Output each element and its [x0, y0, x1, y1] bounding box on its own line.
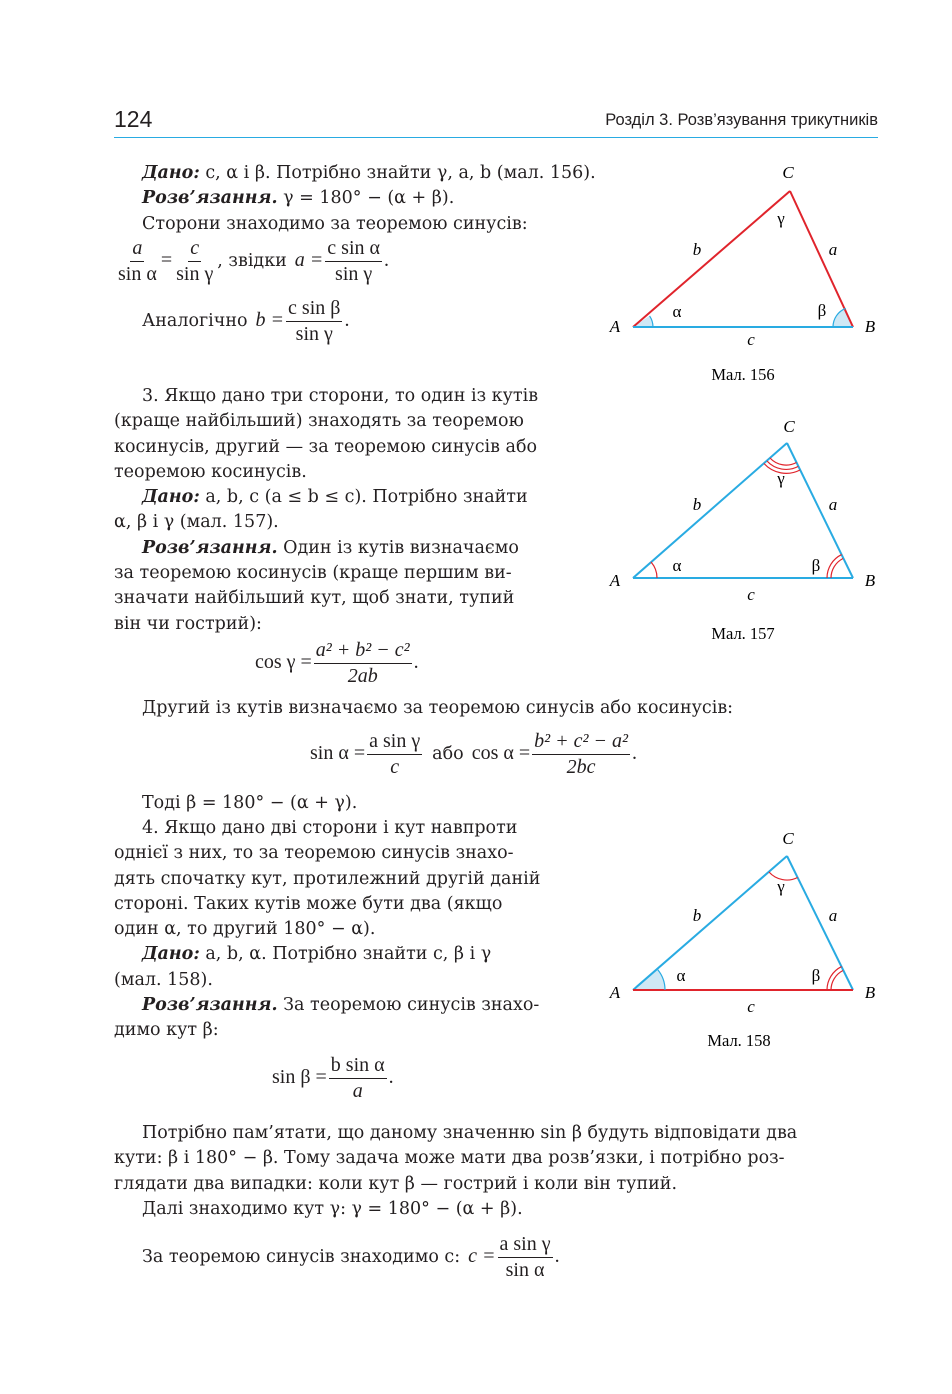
frac-den: sin γ	[295, 323, 333, 345]
solution-line-2	[114, 536, 538, 561]
solution-text: За теоремою синусів знахо-	[277, 995, 540, 1016]
frac-num: b sin α	[329, 1055, 387, 1079]
frac-den: sin γ	[335, 263, 373, 285]
text-line: кути: β і 180° − β. Тому задача може мати два розв’язки, і потрібно роз-	[114, 1148, 785, 1169]
lhs: sin α =	[310, 742, 366, 765]
given-line-1	[142, 161, 596, 186]
paragraph-remember	[114, 1121, 797, 1222]
or-text: або	[432, 744, 464, 765]
formula-sine-law	[114, 238, 389, 285]
given-line-2	[114, 485, 538, 510]
frac-den: 2ab	[347, 665, 378, 687]
solution-label: Розв’язання.	[142, 537, 278, 558]
side-b	[633, 191, 790, 327]
given-line-3	[114, 942, 540, 967]
beta-angle-fill	[833, 308, 853, 327]
lhs: cos γ =	[255, 651, 312, 674]
text-line: 4. Якщо дано дві сторони і кут навпроти	[142, 818, 518, 838]
solution-line-1	[142, 186, 454, 211]
formula-sin-beta	[272, 1055, 394, 1102]
caption-158: Мал. 158	[707, 1031, 771, 1050]
triangle-figure-156	[595, 155, 885, 395]
paragraph-4	[114, 816, 540, 1044]
beta-label: β	[817, 301, 827, 320]
side-a-label: a	[828, 495, 838, 514]
fraction	[116, 238, 159, 285]
side-b	[633, 856, 787, 990]
frac-num: a	[130, 238, 144, 262]
running-header: Розділ 3. Розв’язування трикутників	[605, 111, 878, 129]
side-c-label: c	[747, 585, 755, 604]
period: .	[388, 1066, 394, 1089]
text-line: (краще найбільший) знаходять за теоремою	[114, 411, 524, 432]
given-label: Дано:	[142, 944, 200, 965]
text-line: 3. Якщо дано три сторони, то один із кутів	[142, 386, 539, 406]
text-line: за теоремою косинусів (краще першим ви-	[114, 563, 512, 584]
text-line: Потрібно пам’ятати, що даному значенню sin β будуть відповідати два	[142, 1123, 798, 1143]
frac-den: sin α	[505, 1259, 545, 1281]
fraction	[367, 731, 422, 778]
frac-num: a sin γ	[498, 1234, 553, 1258]
side-b-label: b	[692, 906, 702, 925]
triangle-figure-158	[595, 820, 885, 1060]
fraction	[174, 238, 215, 285]
text-line: косинусів, другий — за теоремою синусів або	[114, 436, 538, 457]
gamma-label: γ	[777, 877, 785, 896]
page-number: 124	[114, 106, 153, 132]
solution-text: γ = 180° − (α + β).	[277, 188, 455, 208]
frac-den: 2bc	[566, 756, 596, 778]
vertex-a-label: A	[609, 317, 621, 336]
frac-num: c	[188, 238, 201, 262]
side-c-label: c	[747, 997, 755, 1016]
period: .	[554, 1245, 560, 1268]
side-c-label: c	[747, 330, 755, 349]
caption-157: Мал. 157	[711, 624, 775, 643]
fraction	[314, 640, 412, 687]
frac-den: c	[390, 756, 400, 778]
alpha-label: α	[672, 556, 682, 575]
frac-num: c sin β	[286, 298, 342, 322]
beta-label: β	[811, 966, 821, 985]
frac-den: a	[352, 1080, 363, 1102]
fraction	[325, 238, 382, 285]
vertex-a-label: A	[609, 571, 621, 590]
lhs: cos α =	[471, 742, 531, 765]
formula-cos-gamma	[255, 640, 419, 687]
lhs: a =	[294, 249, 324, 272]
given-text: a, b, c (a ≤ b ≤ c). Потрібно знайти	[199, 487, 528, 508]
solution-text: Один із кутів визначаємо	[277, 537, 519, 558]
text-line: один α, то другий 180° − α).	[114, 919, 376, 940]
alpha-arc	[651, 562, 657, 578]
text-line: Другий із кутів визначаємо за теоремою синусів або косинусів:	[142, 698, 734, 718]
equals: =	[160, 249, 173, 272]
text-line: дять спочатку кут, протилежний другій даній	[114, 868, 541, 889]
formula-sin-cos-alpha	[310, 731, 637, 778]
gamma-label: γ	[777, 469, 785, 488]
fraction	[498, 1234, 553, 1281]
solution-label: Розв’язання.	[142, 188, 278, 208]
gamma-arc-1	[770, 458, 797, 465]
frac-num: b² + c² − a²	[532, 731, 630, 755]
period: .	[631, 742, 637, 765]
frac-num: c sin α	[325, 238, 382, 262]
text-line: Далі знаходимо кут γ: γ = 180° − (α + β).	[142, 1198, 523, 1219]
frac-num: a² + b² − c²	[314, 640, 412, 664]
beta-label: β	[811, 556, 821, 575]
side-b-label: b	[692, 495, 702, 514]
paragraph-3	[114, 384, 538, 637]
text-line: α, β і γ (мал. 157).	[114, 512, 279, 533]
vertex-c-label: C	[783, 417, 795, 436]
text-line: димо кут β:	[114, 1020, 219, 1041]
vertex-c-label: C	[782, 829, 794, 848]
frac-den: sin γ	[176, 263, 214, 285]
text-line: теоремою косинусів.	[114, 461, 307, 482]
text-line: він чи гострий):	[114, 613, 262, 634]
text-line: Тоді β = 180° − (α + γ).	[142, 793, 358, 813]
solution-line-3	[114, 993, 540, 1018]
given-text: c, α і β. Потрібно знайти γ, a, b (мал. 156).	[199, 163, 596, 183]
analog-text: Аналогічно	[142, 311, 248, 332]
period: .	[384, 249, 389, 272]
vertex-b-label: B	[864, 317, 876, 336]
gamma-label: γ	[777, 209, 785, 228]
frac-den: sin α	[118, 263, 157, 285]
text-line: стороні. Таких кутів може бути два (якщо	[114, 893, 503, 914]
text-line: (мал. 158).	[114, 969, 213, 990]
period: .	[344, 309, 350, 332]
fraction	[286, 298, 342, 345]
side-a-label: a	[828, 906, 838, 925]
caption-156: Мал. 156	[711, 365, 775, 384]
lhs: b =	[255, 309, 285, 332]
given-label: Дано:	[142, 163, 200, 183]
vertex-b-label: B	[864, 571, 876, 590]
given-text: a, b, α. Потрібно знайти c, β і γ	[199, 944, 492, 965]
side-a-label: a	[828, 240, 838, 259]
frac-num: a sin γ	[367, 731, 422, 755]
text-line: глядати два випадки: коли кут β — гострий і коли він тупий.	[114, 1173, 678, 1194]
fraction	[329, 1055, 387, 1102]
text-line: значати найбільший кут, щоб знати, тупий	[114, 588, 515, 609]
lhs: c =	[468, 1245, 496, 1268]
side-b-label: b	[692, 240, 702, 259]
text-line: однієї з них, то за теоремою синусів знахо-	[114, 843, 514, 864]
solution-label: Розв’язання.	[142, 995, 278, 1016]
formula-analog	[142, 298, 349, 345]
side-b	[633, 443, 787, 578]
alpha-label: α	[676, 966, 686, 985]
period: .	[413, 651, 419, 674]
c-text: За теоремою синусів знаходимо c:	[142, 1247, 461, 1268]
formula-c	[142, 1234, 560, 1281]
vertex-c-label: C	[782, 163, 794, 182]
vertex-a-label: A	[609, 983, 621, 1002]
triangle-figure-157	[595, 410, 885, 650]
header-rule	[114, 137, 878, 138]
alpha-label: α	[672, 302, 682, 321]
whence: , звідки	[217, 251, 287, 272]
given-label: Дано:	[142, 487, 200, 508]
lhs: sin β =	[272, 1066, 327, 1089]
vertex-b-label: B	[864, 983, 876, 1002]
fraction	[532, 731, 630, 778]
text-line: Сторони знаходимо за теоремою синусів:	[142, 214, 528, 234]
